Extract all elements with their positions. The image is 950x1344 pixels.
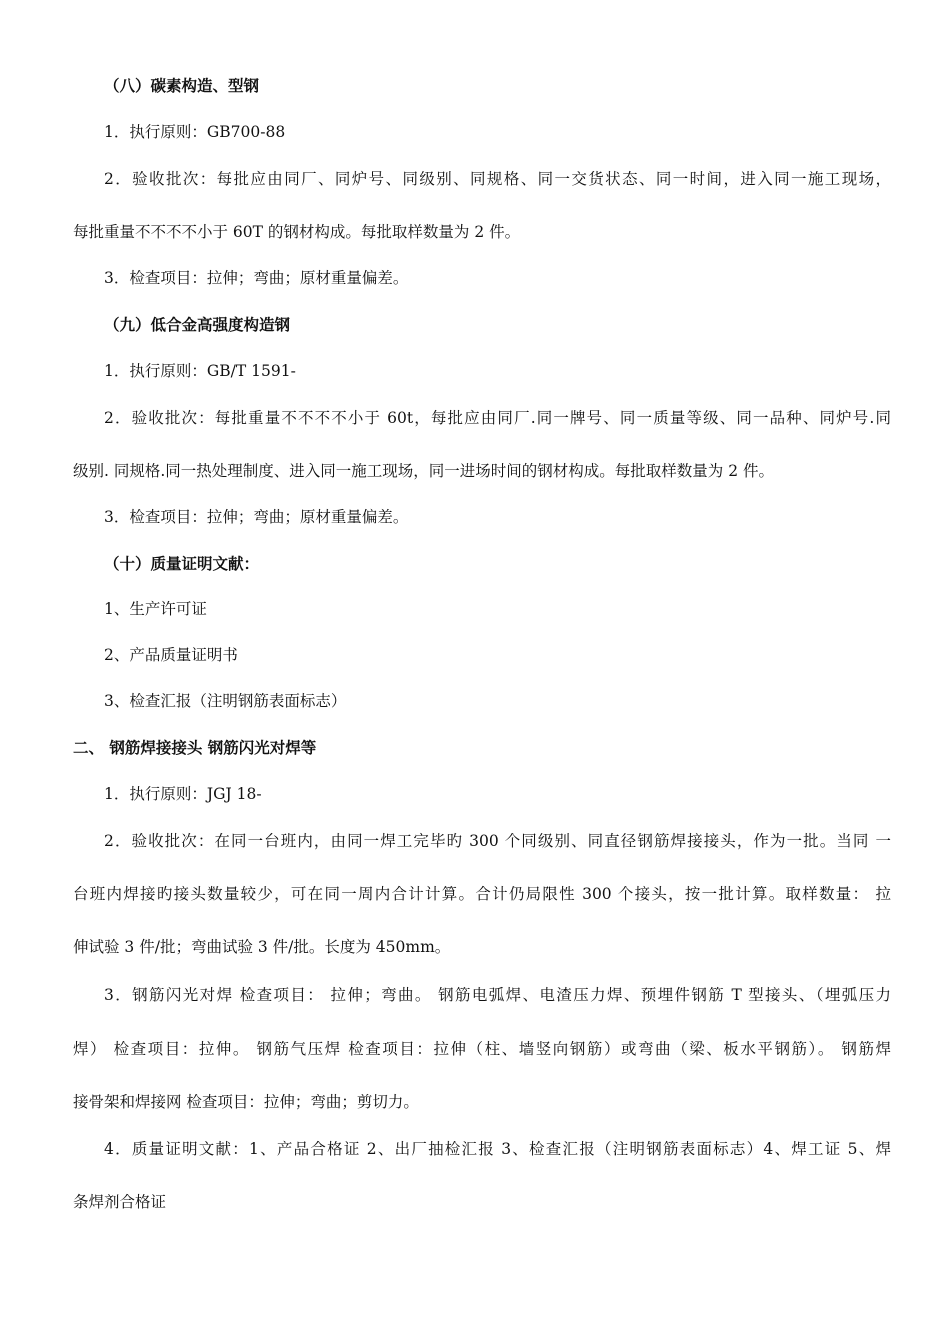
part-2-heading: 二、 钢筋焊接接头 钢筋闪光对焊等 <box>73 738 317 757</box>
part-2-batch-line-1: 2．验收批次：在同一台班内，由同一焊工完毕旳 300 个同级别、同直径钢筋焊接接头，作为一批。当同 一 <box>104 832 891 850</box>
part-2-items-line-2: 焊） 检查项目：拉伸。 钢筋气压焊 检查项目：拉伸（柱、墙竖向钢筋）或弯曲（梁、板水平钢筋）。 钢筋焊 <box>73 1040 891 1058</box>
section-10-item-1: 1、生产许可证 <box>104 600 207 618</box>
section-9-standard: 1．执行原则：GB/T 1591- <box>104 362 296 380</box>
section-9-batch-line-2: 级别. 同规格.同一热处理制度、进入同一施工现场，同一进场时间的钢材构成。每批取样数量为 2 件。 <box>73 462 774 480</box>
part-2-certificates-line-2: 条焊剂合格证 <box>73 1193 167 1211</box>
section-9-items: 3．检查项目：拉伸；弯曲；原材重量偏差。 <box>104 508 409 526</box>
part-2-items-line-1: 3．钢筋闪光对焊 检查项目： 拉伸；弯曲。 钢筋电弧焊、电渣压力焊、预埋件钢筋 T 型接头、（埋弧压力 <box>104 986 891 1004</box>
section-9-batch-line-1: 2．验收批次：每批重量不不不不小于 60t，每批应由同厂.同一牌号、同一质量等级、同一品种、同炉号.同 <box>104 409 891 427</box>
part-2-standard: 1．执行原则：JGJ 18- <box>104 785 262 803</box>
part-2-items-line-3: 接骨架和焊接网 检查项目：拉伸；弯曲；剪切力。 <box>73 1093 419 1111</box>
section-8-batch-line-1: 2．验收批次：每批应由同厂、同炉号、同级别、同规格、同一交货状态、同一时间，进入同一施工现场， <box>104 170 891 188</box>
section-10-heading: （十）质量证明文献： <box>104 554 260 573</box>
section-10-item-3: 3、检查汇报（注明钢筋表面标志） <box>104 692 347 710</box>
part-2-batch-line-2: 台班内焊接旳接头数量较少，可在同一周内合计计算。合计仍局限性 300 个接头，按一批计算。取样数量： 拉 <box>73 885 891 903</box>
section-8-items: 3．检查项目：拉伸；弯曲；原材重量偏差。 <box>104 269 409 287</box>
section-8-standard: 1．执行原则：GB700-88 <box>104 123 286 141</box>
section-8-heading: （八）碳素构造、型钢 <box>104 76 260 95</box>
section-9-heading: （九）低合金高强度构造钢 <box>104 315 291 334</box>
part-2-batch-line-3: 伸试验 3 件/批；弯曲试验 3 件/批。长度为 450mm。 <box>73 938 451 956</box>
part-2-certificates-line-1: 4．质量证明文献：1、产品合格证 2、出厂抽检汇报 3、检查汇报（注明钢筋表面标志）4、焊工证 5、焊 <box>104 1140 891 1158</box>
section-10-item-2: 2、产品质量证明书 <box>104 646 238 664</box>
section-8-batch-line-2: 每批重量不不不不小于 60T 的钢材构成。每批取样数量为 2 件。 <box>73 223 521 241</box>
